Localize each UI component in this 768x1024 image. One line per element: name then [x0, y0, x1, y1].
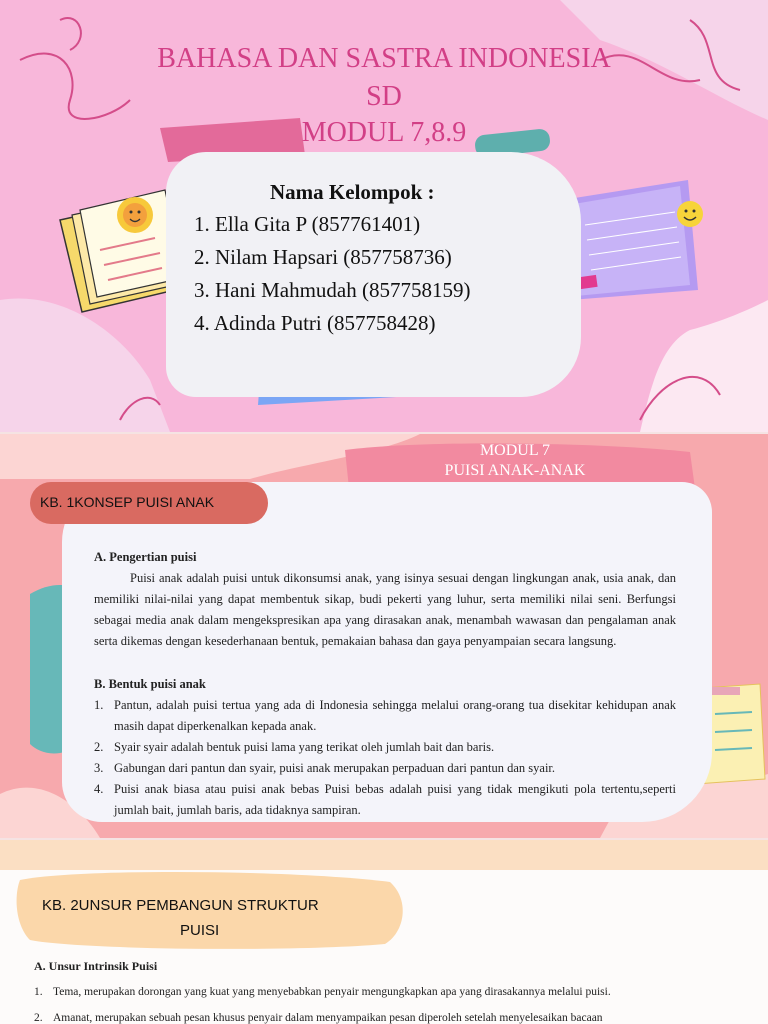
slide-cover — [0, 0, 768, 432]
list-item: Syair syair adalah bentuk puisi lama yang terikat oleh jumlah bait dan baris. — [114, 740, 495, 754]
module-subtitle: PUISI ANAK-ANAK — [444, 462, 586, 479]
list-item: Gabungan dari pantun dan syair, puisi anak merupakan perpaduan dari pantun dan syair. — [114, 761, 556, 775]
list-item: Amanat, merupakan sebuah pesan khusus penyair dalam menyampaikan pesan diperoleh setelah menyelesaikan bacaan — [53, 1012, 603, 1024]
module-range: MODUL 7,8.9 — [301, 117, 467, 148]
list-number: 3. — [94, 761, 104, 775]
kb-badge-label: KB. 1KONSEP PUISI ANAK — [40, 494, 215, 510]
kb2-title-line2: PUISI — [180, 922, 220, 939]
module-title: MODUL 7 — [479, 442, 551, 459]
member-2: 2. Nilam Hapsari (857758736) — [194, 245, 452, 269]
slide-module-7 — [0, 434, 768, 838]
member-1: 1. Ella Gita P (857761401) — [194, 212, 421, 236]
list-number: 2. — [94, 740, 104, 754]
group-heading: Nama Kelompok : — [270, 180, 435, 204]
section-b-heading: B. Bentuk puisi anak — [94, 677, 206, 691]
member-4: 4. Adinda Putri (857758428) — [194, 311, 436, 335]
course-level: SD — [366, 81, 402, 112]
list-number: 2. — [34, 1012, 43, 1024]
slide-kb-2 — [0, 840, 768, 1024]
list-item: Puisi anak biasa atau puisi anak bebas Puisi bebas adalah puisi yang tidak mengikuti pola tertentu,seperti jumlah bait, jumlah baris, ada tidaknya sampiran. — [114, 782, 676, 817]
list-number: 1. — [94, 698, 104, 712]
section-a-paragraph: Puisi anak adalah puisi untuk dikonsumsi anak, yang isinya sesuai dengan lingkungan anak, usia anak, dan memiliki nilai-nilai yang dapat membentuk sikap, budi pekerti yang luhur, serta memiliki nilai seni. Berfungsi sebagai media anak dalam mengekspresikan apa yang dirasakan anak, menambah wawasan dan pengalaman anak serta dikemas dengan kesederhanaan bentuk, pemakaian bahasa dan gaya penyampaian secara langsung. — [94, 571, 676, 648]
course-title: BAHASA DAN SASTRA INDONESIA — [157, 43, 611, 74]
kb-badge — [30, 482, 268, 524]
list-item: Pantun, adalah puisi tertua yang ada di Indonesia sehingga melalui orang-orang tua disekitar kehidupan anak masih dapat diperkenalkan kepada anak. — [114, 698, 676, 733]
section-a-heading: A. Unsur Intrinsik Puisi — [34, 959, 158, 973]
member-3: 3. Hani Mahmudah (857758159) — [194, 278, 471, 302]
section-a-heading: A. Pengertian puisi — [94, 550, 197, 564]
kb2-title-line1: KB. 2UNSUR PEMBANGUN STRUKTUR — [42, 897, 319, 914]
list-item: Tema, merupakan dorongan yang kuat yang menyebabkan penyair mengungkapkan apa yang dirasakannya melalui puisi. — [53, 986, 611, 998]
list-number: 4. — [94, 782, 104, 796]
list-number: 1. — [34, 986, 43, 998]
